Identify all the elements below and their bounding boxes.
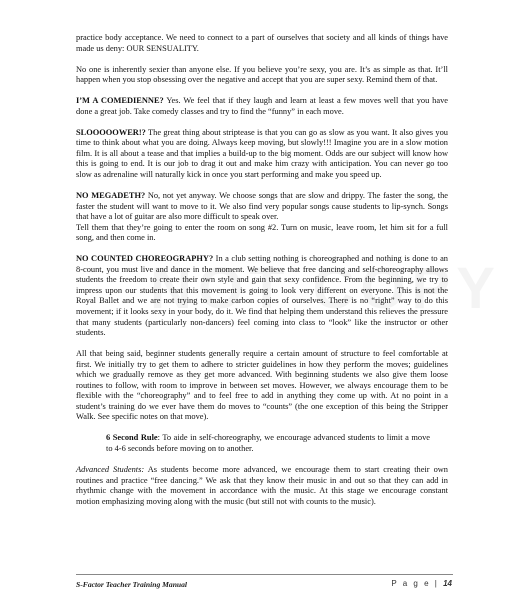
- paragraph-structure: All that being said, beginner students generally require a certain amount of structure to feel comfortable at first. We initially try to get them to adhere to stricter guidelines in how they perform the moves; guidelines which we gradually remove as they get more advanced. With beginning students we also give them loose routines to follow, with room to improve in between set moves. However, we always encourage them to be flexible with the “choreography” and to feel free to add in anything they come up with. At no point in a student’s training do we ever have them do moves to “counts” (the one exception of this being the Stripper Walk. See specific notes on that move).: [76, 349, 448, 422]
- footer-page-number: [391, 579, 452, 588]
- advanced-students-text: As students become more advanced, we encourage them to start creating their own routines and practice “free dancing.” We ask that they know their music in and out so that they can add in rhythmic change with the movement in accordance with the music. At this stage we encourage constant motion emphasizing moving along with the music (but still not with counts to the music).: [76, 465, 448, 506]
- megadeth-text: No, not yet anyway. We choose songs that are slow and drippy. The faster the song, the faster the student will want to move to it. We also find very popular songs cause students to lip-synch. Songs that have a lot of guitar are also more difficult to speak over.: [76, 191, 448, 222]
- paragraph-comedienne: [76, 96, 448, 117]
- comedienne-text: Yes. We feel that if they laugh and learn at least a few moves well that you have done a great job. Take comedy classes and try to find the “funny” in each move.: [76, 96, 448, 116]
- heading-slower: SLOOOOOWER!?: [76, 127, 146, 137]
- body-text: [76, 33, 448, 518]
- paragraph-song-two: Tell them that they’re going to enter the room on song #2. Turn on music, leave room, let him sit for a full song, and then come in.: [76, 222, 448, 243]
- heading-megadeth: NO MEGADETH?: [76, 191, 146, 201]
- heading-advanced-students: Advanced Students:: [76, 465, 145, 475]
- paragraph-advanced-students: [76, 465, 448, 507]
- page-number: 14: [443, 579, 452, 588]
- six-second-rule-text: : To aide in self-choreography, we encourage advanced students to limit a move to 4-6 seconds before moving on to another.: [106, 433, 430, 453]
- paragraph-no-counted-choreography: [76, 254, 448, 338]
- no-counted-choreography-text: In a club setting nothing is choreographed and nothing is done to an 8-count, you must live and dance in the moment. We believe that free dancing and self-choreography allows students the freedom to create their own style and gain that sexy confidence. From the beginning, we try to impress upon our students that this movement is going to look very different on everyone. This is not the Royal Ballet and we are not trying to make carbon copies of ourselves. There is no “right” way to do this movement; if it looks sexy in your body, do it. We find that helping them understand this relieves the pressure that many students (particularly non-dancers) feel coming into class to “look” like the instructor or other students.: [76, 254, 448, 338]
- heading-six-second-rule: 6 Second Rule: [106, 433, 158, 443]
- paragraph-body-acceptance: practice body acceptance. We need to connect to a part of ourselves that society and all kinds of things have made us deny: OUR SENSUALITY.: [76, 33, 448, 53]
- page-label: P a g e |: [391, 579, 439, 588]
- heading-no-counted-choreography: NO COUNTED CHOREOGRAPHY?: [76, 254, 214, 264]
- paragraph-slower: [76, 128, 448, 181]
- heading-comedienne: I’M A COMEDIENNE?: [76, 96, 164, 106]
- slower-text: The great thing about striptease is that you can go as slow as you want. It also gives you time to think about what you are doing. Always keep moving, but slowly!!! Imagine you are in a slow motion film. It is all about a tease and that implies a build-up to the big moment. Odds are our subject will know how this is going to end. It is our job to drag it out and make him crazy with anticipation. You can never go too slow as adrenaline will naturally kick in once you start performing and make you speed up.: [76, 127, 448, 179]
- paragraph-six-second-rule: [106, 433, 430, 454]
- footer-divider: [76, 574, 453, 575]
- footer-manual-title: S-Factor Teacher Training Manual: [76, 580, 188, 589]
- paragraph-inherently-sexy: No one is inherently sexier than anyone else. If you believe you’re sexy, you are. It’s as simple as that. It’ll happen when you stop obsessing over the negative and accept that you are super sexy. Remind them of that.: [76, 64, 448, 85]
- paragraph-megadeth: [76, 191, 448, 223]
